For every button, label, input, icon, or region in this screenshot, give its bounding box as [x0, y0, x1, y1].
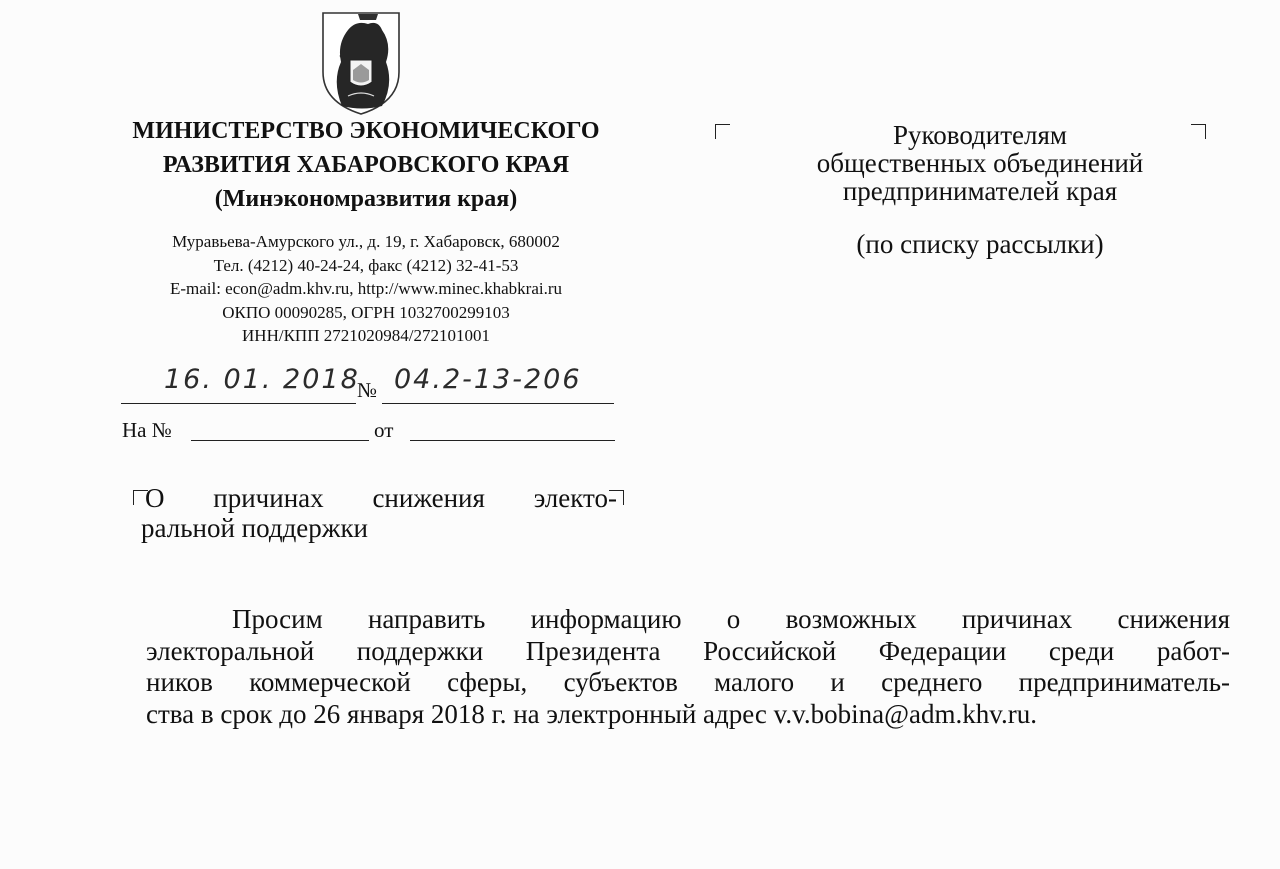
body-line: Просим направить информацию о возможных причинах снижения [232, 604, 1230, 634]
number-sign: № [357, 378, 378, 402]
date-underline [121, 403, 356, 404]
body-line: ников коммерческой сферы, субъектов малого и среднего предприниматель- [146, 667, 1230, 697]
letter-body [146, 604, 1230, 730]
reply-date-line [410, 440, 615, 441]
number-underline [382, 403, 614, 404]
distribution-list-note: (по списку рассылки) [856, 229, 1104, 259]
requisites-address: Муравьева-Амурского ул., д. 19, г. Хабаровск, 680002 [172, 232, 560, 251]
subject-word: снижения [372, 483, 485, 513]
addressee-line-3: предпринимателей края [842, 176, 1118, 206]
requisites-inn: ИНН/КПП 2721020984/272101001 [242, 326, 490, 345]
requisites-okpo: ОКПО 00090285, ОГРН 1032700299103 [222, 302, 510, 322]
reply-number-label: На № [122, 418, 172, 442]
subject-word: причинах [213, 483, 324, 513]
letter-subject [141, 483, 617, 543]
ministry-name-line-2: РАЗВИТИЯ ХАБАРОВСКОГО КРАЯ [162, 152, 570, 178]
ministry-short-name: (Минэкономразвития края) [214, 186, 518, 212]
addressee-line-2: общественных объединений [816, 148, 1144, 178]
registration-date: 16. 01. 2018 [164, 364, 360, 395]
reply-number-line [191, 440, 369, 441]
addressee-line-1: Руководителям [893, 120, 1067, 150]
subject-word: электо- [533, 483, 617, 513]
addressee-corner-left [715, 124, 730, 139]
ministry-name-line-1: МИНИСТЕРСТВО ЭКОНОМИЧЕСКОГО [132, 118, 600, 144]
body-line: электоральной поддержки Президента Российской Федерации среди работ- [146, 635, 1230, 666]
subject-line-2: ральной поддержки [141, 513, 369, 543]
registration-number: 04.2-13-206 [394, 364, 582, 395]
ministry-requisites [110, 230, 622, 348]
subject-word: О [145, 483, 165, 513]
requisites-email: E-mail: econ@adm.khv.ru, http://www.minec.khabkrai.ru [169, 279, 563, 298]
subject-line-1 [145, 483, 617, 513]
reply-from-label: от [374, 418, 394, 442]
body-line: ства в срок до 26 января 2018 г. на электронный адрес v.v.bobina@adm.khv.ru. [146, 698, 1037, 729]
coat-of-arms-icon [318, 10, 404, 116]
requisites-phone: Тел. (4212) 40-24-24, факс (4212) 32-41-53 [213, 255, 519, 275]
